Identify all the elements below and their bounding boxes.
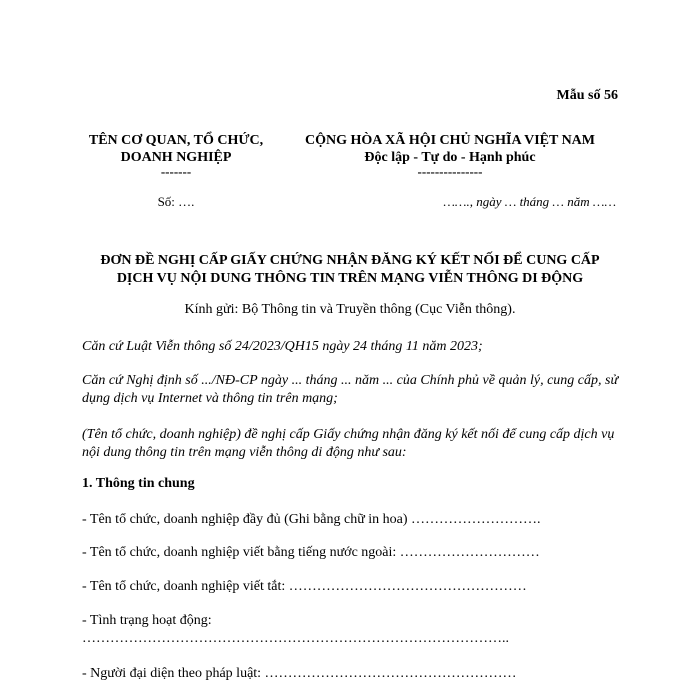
national-motto-header [280, 132, 620, 178]
date-line: ……., ngày … tháng … năm …… [443, 194, 616, 209]
document-title [60, 252, 640, 288]
legal-basis-decree: Căn cứ Nghị định số .../NĐ-CP ngày ... tháng ... năm ... của Chính phủ về quản lý, cung cấp, sử dụng dịch vụ Internet và thông tin trên mạng; [82, 373, 619, 406]
title-line1: ĐƠN ĐỀ NGHỊ CẤP GIẤY CHỨNG NHẬN ĐĂNG KÝ KẾT NỐI ĐỂ CUNG CẤP [100, 253, 600, 268]
recipient: Kính gửi: Bộ Thông tin và Truyền thông (Cục Viễn thông). [184, 302, 516, 317]
field-abbreviated-name: - Tên tổ chức, doanh nghiệp viết tắt: …………………………………………… [82, 579, 527, 594]
country-name: CỘNG HÒA XÃ HỘI CHỦ NGHĨA VIỆT NAM [304, 133, 595, 148]
title-line2: DỊCH VỤ NỘI DUNG THÔNG TIN TRÊN MẠNG VIỄN THÔNG DI ĐỘNG [116, 271, 584, 286]
header-right-rule: --------------- [417, 164, 483, 179]
operating-status-blank: ……………………………………………………………………………….. [82, 631, 509, 646]
issuing-organization-header [72, 132, 280, 178]
field-full-name: - Tên tổ chức, doanh nghiệp đầy đủ (Ghi bằng chữ in hoa) ………………………. [82, 512, 541, 527]
organization-name-line1: TÊN CƠ QUAN, TỔ CHỨC, [88, 133, 264, 148]
field-legal-representative: - Người đại diện theo pháp luật: ……………………………………………… [82, 666, 517, 681]
field-foreign-name: - Tên tổ chức, doanh nghiệp viết bằng tiếng nước ngoài: ………………………… [82, 545, 540, 560]
header-left-rule: ------- [160, 164, 192, 179]
legal-basis-law: Căn cứ Luật Viễn thông số 24/2023/QH15 ngày 24 tháng 11 năm 2023; [82, 339, 483, 354]
section-heading: 1. Thông tin chung [82, 476, 195, 491]
organization-name-line2: DOANH NGHIỆP [120, 150, 232, 165]
form-number: Mẫu số 56 [556, 88, 618, 103]
request-statement: (Tên tổ chức, doanh nghiệp) đề nghị cấp Giấy chứng nhận đăng ký kết nối để cung cấp dịch vụ nội dung thông tin trên mạng viễn thông di động như sau: [82, 427, 615, 460]
document-number: Số: …. [157, 194, 195, 209]
motto: Độc lập - Tự do - Hạnh phúc [364, 150, 536, 165]
field-operating-status: - Tình trạng hoạt động: [82, 613, 212, 628]
